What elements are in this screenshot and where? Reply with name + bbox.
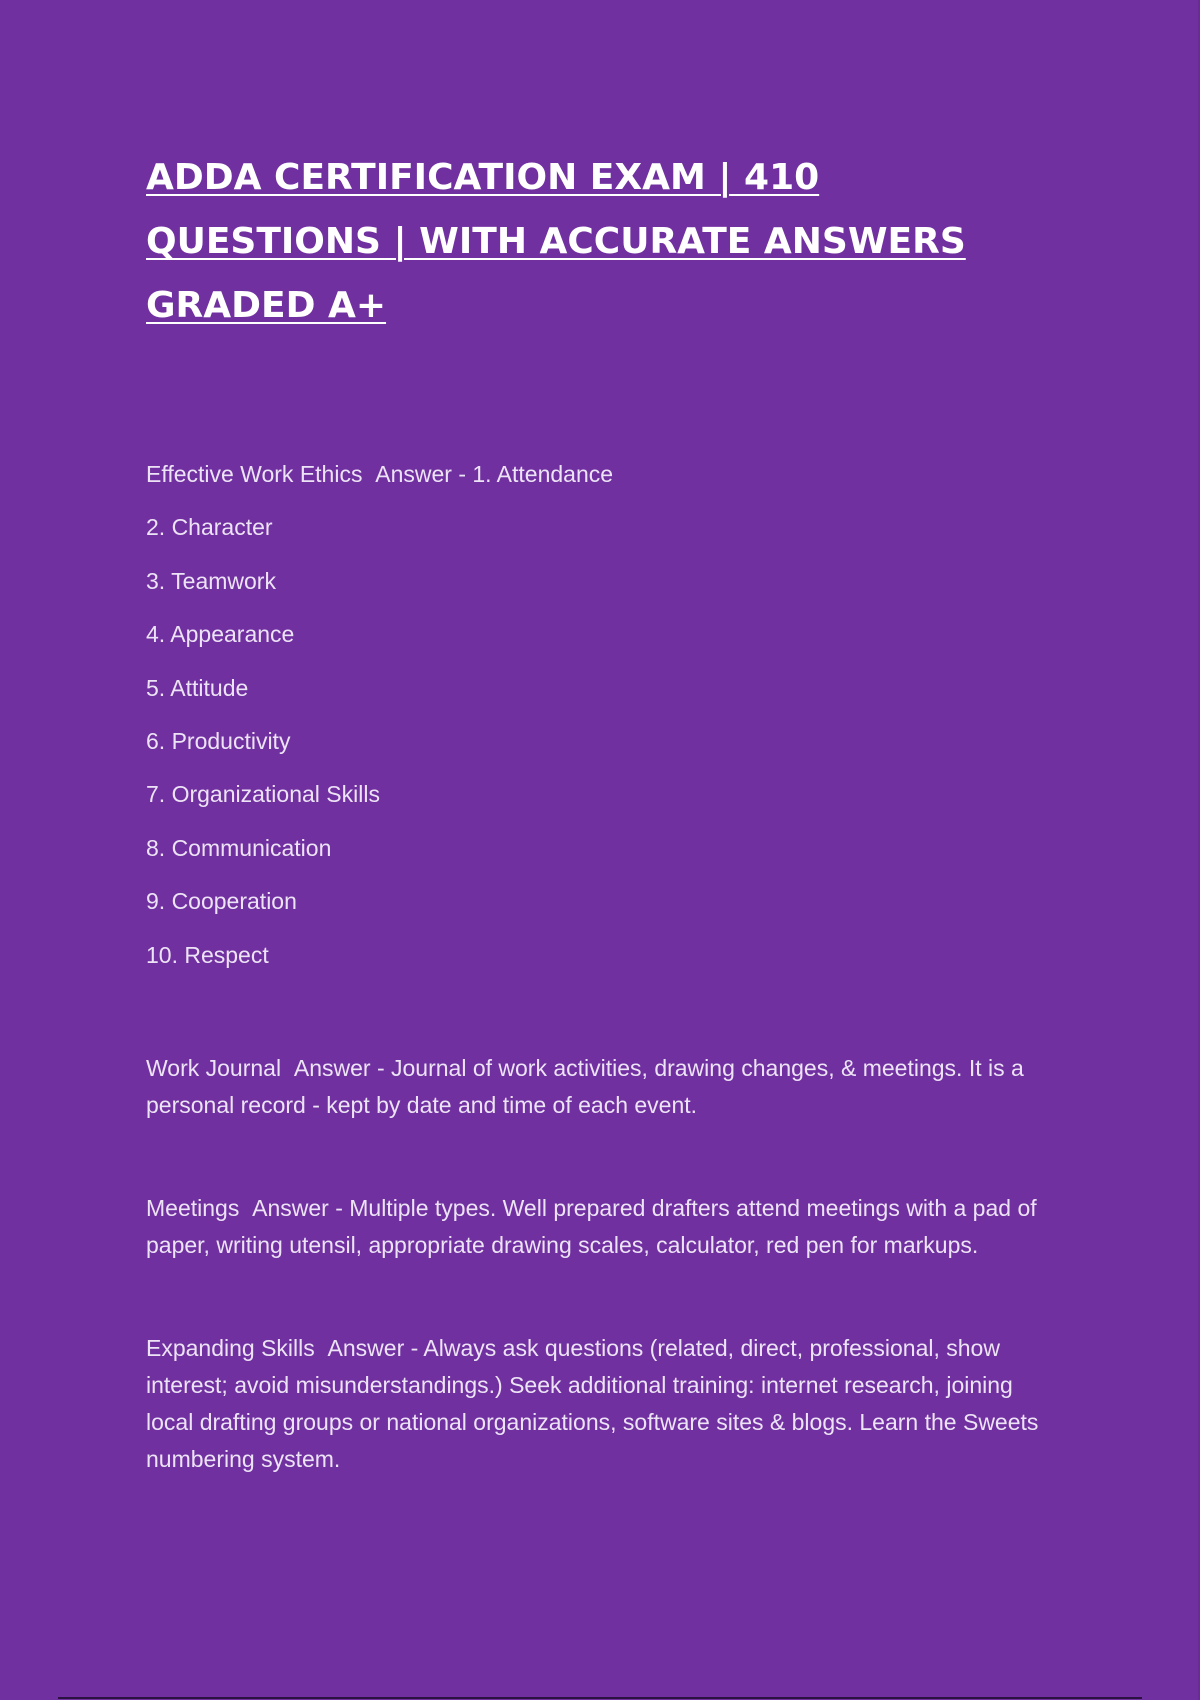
title-line-1: ADDA CERTIFICATION EXAM | 410 — [146, 157, 820, 198]
answer-list-item: 10. Respect — [146, 941, 269, 968]
answer-list-item: 6. Productivity — [146, 727, 291, 754]
answer-list-item: 2. Character — [146, 514, 273, 541]
qa-expanding-skills — [146, 1330, 1066, 1478]
answer-text: Answer - Multiple types. Well prepared drafters attend meetings with a pad of paper, writing utensil, appropriate drawing scales, calculator, red pen for markups. — [146, 1194, 1037, 1258]
qa-work-journal — [146, 1050, 1066, 1124]
answer-list-item: 7. Organizational Skills — [146, 781, 380, 808]
page-divider — [58, 1697, 1142, 1699]
answer-text: Answer - Always ask questions (related, direct, professional, show interest; avoid misunderstandings.) Seek additional training: internet research, joining local drafting groups or national organizations, software sites & blogs. Learn the Sweets numbering system. — [146, 1334, 1039, 1472]
title-line-2: QUESTIONS | WITH ACCURATE ANSWERS — [146, 221, 966, 262]
document-title — [146, 146, 1066, 338]
title-line-3: GRADED A+ — [146, 285, 387, 326]
qa-meetings — [146, 1190, 1066, 1264]
answer-list-item: 9. Cooperation — [146, 888, 297, 915]
answer-list-item: 4. Appearance — [146, 621, 295, 648]
question-text: Meetings — [146, 1194, 240, 1221]
qa-first-line — [146, 462, 1066, 515]
qa-effective-work-ethics — [146, 462, 1066, 996]
answer-list-item: 3. Teamwork — [146, 567, 276, 594]
question-text: Expanding Skills — [146, 1334, 315, 1361]
document-page — [146, 146, 1066, 1478]
question-text: Work Journal — [146, 1054, 282, 1081]
question-text: Effective Work Ethics — [146, 461, 363, 487]
answer-text: Answer - Journal of work activities, drawing changes, & meetings. It is a personal record - kept by date and time of each event. — [146, 1054, 1024, 1118]
answer-list-item: 5. Attitude — [146, 674, 249, 701]
question-answer-list — [146, 462, 1066, 1478]
answer-text: Answer - 1. Attendance — [375, 461, 614, 487]
answer-list-item: 8. Communication — [146, 834, 332, 861]
